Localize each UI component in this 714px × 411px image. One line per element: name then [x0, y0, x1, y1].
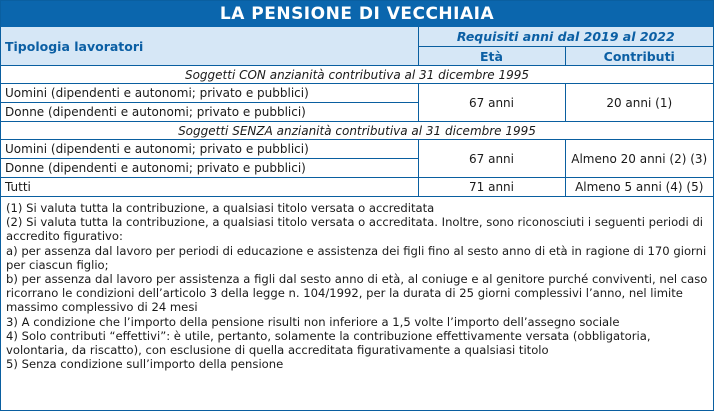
table-row-label-all: Tutti [1, 178, 418, 197]
footnote: 5) Senza condizione sull’importo della pensione [6, 357, 284, 372]
header-type-label: Tipologia lavoratori [1, 27, 418, 66]
table-title: LA PENSIONE DI VECCHIAIA [1, 1, 713, 27]
age-value: 67 anni [418, 140, 565, 178]
header-contributions-label: Contributi [565, 47, 713, 66]
header-requirements-label: Requisiti anni dal 2019 al 2022 [418, 27, 713, 47]
footnotes [1, 197, 713, 371]
contributions-value: Almeno 20 anni (2) (3) [565, 140, 713, 178]
age-value: 67 anni [418, 84, 565, 122]
footnote: 4) Solo contributi “effettivi”: è utile, pertanto, solamente la contribuzione effettivamente versata (obbligatoria, volontaria, da riscatto), con esclusione di quella accreditata figurativamente a qualsiasi titolo [6, 328, 651, 358]
table-row-label: Uomini (dipendenti e autonomi; privato e pubblici) [1, 84, 418, 103]
header-age-label: Età [418, 47, 565, 66]
section-with-label: Soggetti CON anzianità contributiva al 31 dicembre 1995 [1, 66, 713, 84]
footnote: 3) A condizione che l’importo della pensione risulti non inferiore a 1,5 volte l’importo dell’assegno sociale [6, 314, 620, 329]
age-value-all: 71 anni [418, 178, 565, 197]
contributions-value-all: Almeno 5 anni (4) (5) [565, 178, 713, 197]
table-row-label: Uomini (dipendenti e autonomi; privato e pubblici) [1, 140, 418, 159]
table-row-label: Donne (dipendenti e autonomi; privato e pubblici) [1, 103, 418, 122]
contributions-value: 20 anni (1) [565, 84, 713, 122]
table-row-label: Donne (dipendenti e autonomi; privato e pubblici) [1, 159, 418, 178]
section-without-label: Soggetti SENZA anzianità contributiva al 31 dicembre 1995 [1, 122, 713, 140]
footnote: (1) Si valuta tutta la contribuzione, a qualsiasi titolo versata o accreditata [6, 201, 435, 215]
footnote: a) per assenza dal lavoro per periodi di educazione e assistenza dei figli fino al sesto anno di età in ragione di 170 giorni per ciascun figlio; [6, 243, 707, 272]
requirements-table [1, 27, 713, 197]
footnote: b) per assenza dal lavoro per assistenza a figli dal sesto anno di età, al coniuge e al genitore purché conviventi, nel caso ricorrano le condizioni dell’articolo 3 della legge n. 104/1992, per la durata di 25 giorni complessivi l’anno, nel limite massimo complessivo di 24 mesi [6, 272, 708, 315]
footnote: (2) Si valuta tutta la contribuzione, a qualsiasi titolo versata o accreditata. Inoltre, sono riconosciuti i seguenti periodi di accredito figurativo: [6, 215, 704, 244]
